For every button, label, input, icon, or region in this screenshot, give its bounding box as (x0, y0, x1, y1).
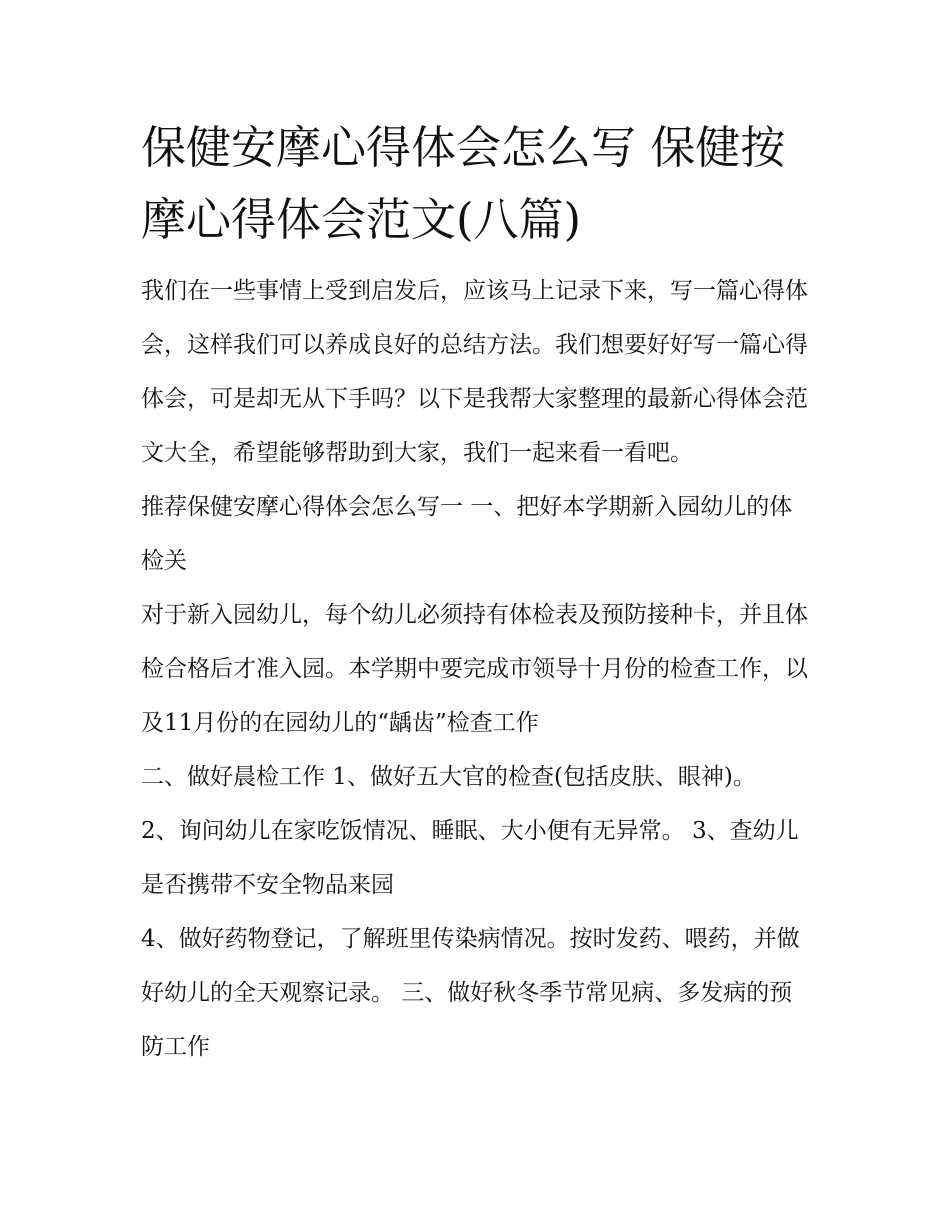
document-body (141, 112, 813, 1074)
body-paragraph: 二、做好晨检工作 1、做好五大官的检查(包括皮肤、眼神)。 (141, 764, 756, 790)
intro-paragraph: 我们在一些事情上受到启发后，应该马上记录下来，写一篇心得体会，这样我们可以养成良好的总结方法。我们想要好好写一篇心得体会，可是却无从下手吗？以下是我帮大家整理的最新心得体会范文大全，希望能够帮助到大家，我们一起来看一看吧。 (141, 278, 808, 466)
section-heading-paragraph: 推荐保健安摩心得体会怎么写一 一、把好本学期新入园幼儿的体检关 (141, 494, 793, 574)
body-paragraph: 2、询问幼儿在家吃饭情况、睡眠、大小便有无异常。 3、查幼儿是否携带不安全物品来园 (141, 818, 799, 898)
body-paragraph: 对于新入园幼儿，每个幼儿必须持有体检表及预防接种卡，并且体检合格后才准入园。本学期中要完成市领导十月份的检查工作，以及11月份的在园幼儿的“龋齿”检查工作 (141, 602, 808, 736)
body-paragraph: 4、做好药物登记，了解班里传染病情况。按时发药、喂药，并做好幼儿的全天观察记录。 三、做好秋冬季节常见病、多发病的预防工作 (141, 926, 800, 1060)
document-title: 保健安摩心得体会怎么写 保健按摩心得体会范文(八篇) (141, 121, 786, 246)
